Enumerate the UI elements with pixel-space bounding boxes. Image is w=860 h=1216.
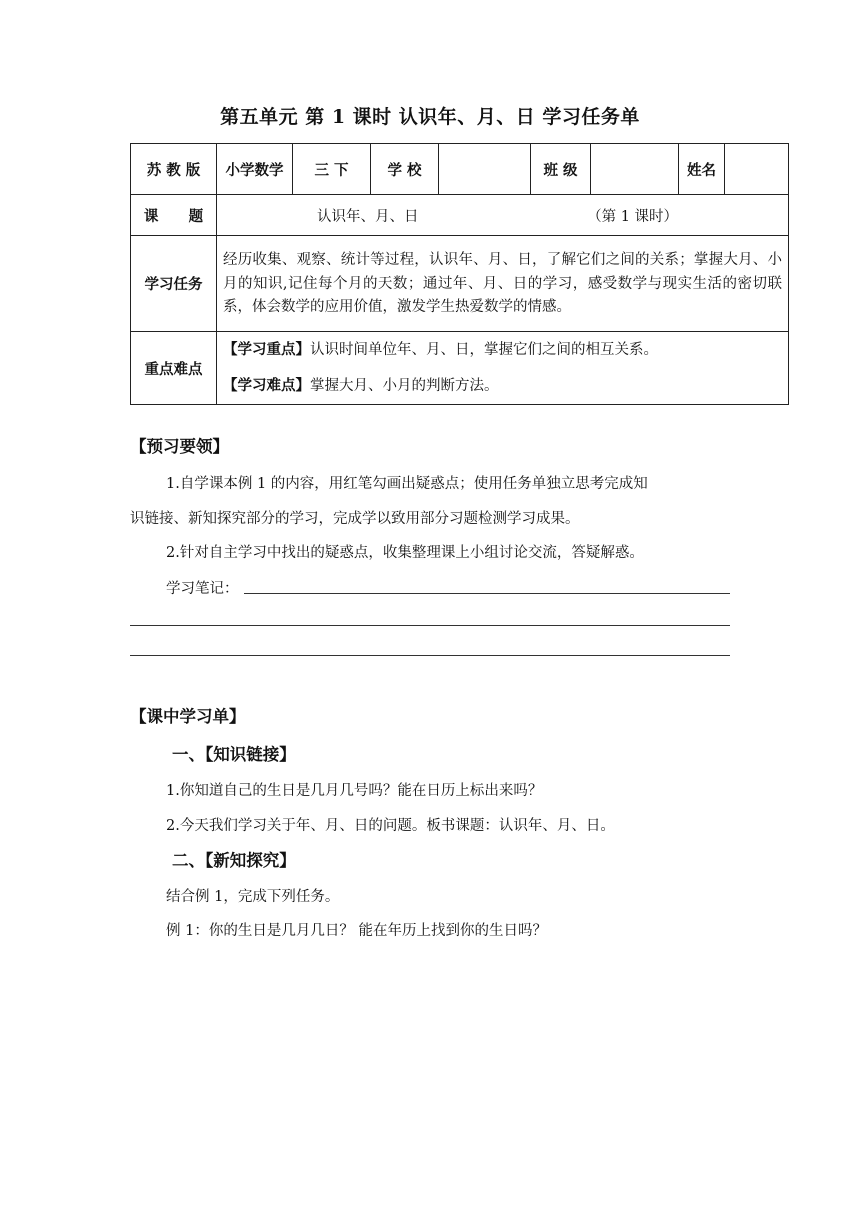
key-label-cell: 重点难点 <box>131 332 217 405</box>
name-value-cell[interactable] <box>725 144 789 195</box>
difficulty-line <box>223 368 784 404</box>
class-sheet-heading: 【课中学习单】 <box>130 707 246 726</box>
difficulty-tag: 【学习难点】 <box>223 377 310 394</box>
grade-cell: 三 下 <box>293 144 371 195</box>
knowledge-item2: 2.今天我们学习关于年、月、日的问题。板书课题：认识年、月、日。 <box>166 818 615 834</box>
notes-line-1[interactable] <box>244 593 730 594</box>
topic-value: 认识年、月、日 <box>317 208 419 225</box>
publisher-cell: 苏 教 版 <box>131 144 217 195</box>
lesson-info-table <box>130 143 789 405</box>
info-row-topic <box>131 195 789 236</box>
preview-item1-line1: 1.自学课本例 1 的内容，用红笔勾画出疑惑点；使用任务单独立思考完成知 <box>166 476 648 492</box>
class-value-cell[interactable] <box>591 144 679 195</box>
knowledge-item1: 1.你知道自己的生日是几月几号吗？能在日历上标出来吗？ <box>166 783 543 799</box>
preview-item2: 2.针对自主学习中找出的疑惑点，收集整理课上小组讨论交流，答疑解惑。 <box>166 545 644 561</box>
key-point-line <box>223 332 784 368</box>
task-intro: 结合例 1，完成下列任务。 <box>166 889 340 905</box>
example-1: 例 1：你的生日是几月几日？ 能在年历上找到你的生日吗？ <box>166 923 547 939</box>
school-value-cell[interactable] <box>439 144 531 195</box>
notes-label: 学习笔记： <box>166 581 239 597</box>
subject-cell: 小学数学 <box>217 144 293 195</box>
name-label-cell: 姓名 <box>679 144 725 195</box>
class-label-cell: 班 级 <box>531 144 591 195</box>
info-row-header <box>131 144 789 195</box>
document-title: 第五单元 第 1 课时 认识年、月、日 学习任务单 <box>220 106 640 128</box>
topic-label: 课 题 <box>143 207 204 225</box>
preview-item1-line2: 识链接、新知探究部分的学习，完成学以致用部分习题检测学习成果。 <box>130 511 580 527</box>
new-knowledge-heading: 二、【新知探究】 <box>172 851 296 870</box>
info-row-key-points <box>131 332 789 405</box>
task-label-cell: 学习任务 <box>131 236 217 332</box>
key-points-cell <box>217 332 789 405</box>
key-point-text: 认识时间单位年、月、日，掌握它们之间的相互关系。 <box>310 342 658 358</box>
topic-value-cell <box>217 195 789 236</box>
key-point-tag: 【学习重点】 <box>223 341 310 358</box>
topic-period: （第 1 课时） <box>587 208 679 225</box>
preview-heading: 【预习要领】 <box>130 437 229 456</box>
difficulty-text: 掌握大月、小月的判断方法。 <box>310 378 499 394</box>
task-text-cell: 经历收集、观察、统计等过程，认识年、月、日，了解它们之间的关系；掌握大月、小月的知识,记住每个月的天数；通过年、月、日的学习，感受数学与现实生活的密切联系，体会数学的应用价值，激发学生热爱数学的情感。 <box>217 236 789 332</box>
topic-label-cell <box>131 195 217 236</box>
notes-line-3[interactable] <box>130 655 730 656</box>
school-label-cell: 学 校 <box>371 144 439 195</box>
info-row-tasks <box>131 236 789 332</box>
knowledge-link-heading: 一、【知识链接】 <box>172 745 296 764</box>
notes-line-2[interactable] <box>130 625 730 626</box>
